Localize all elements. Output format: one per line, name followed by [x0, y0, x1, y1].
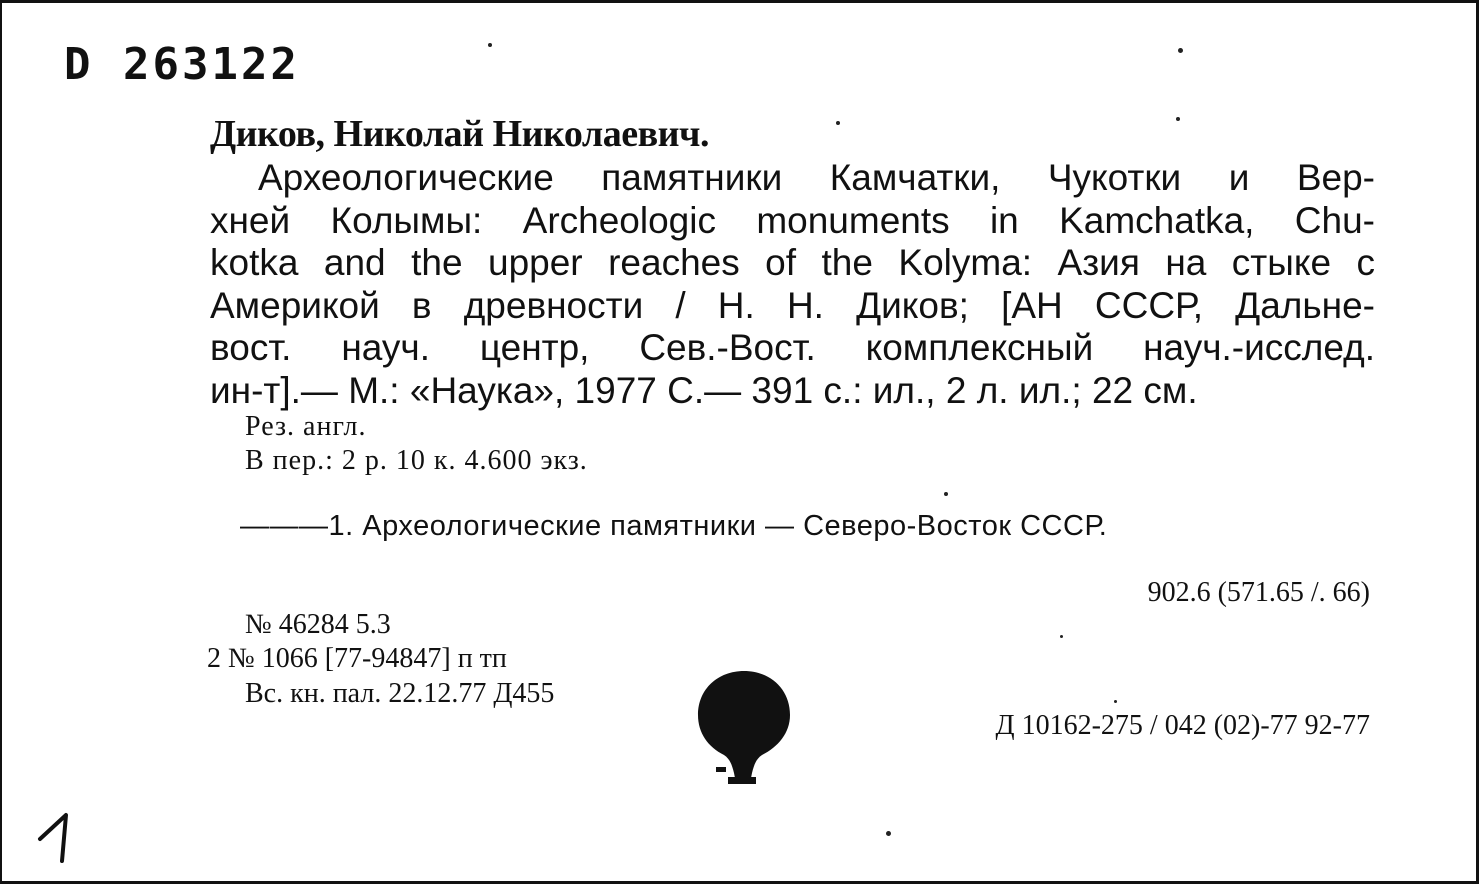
print-speck	[1178, 48, 1183, 53]
handwritten-mark	[36, 809, 88, 865]
bibliographic-description	[210, 157, 1375, 412]
description-line: Америкой в древности / Н. Н. Диков; [АН СССР, Дальне-	[210, 284, 1375, 326]
publisher-index: Д 10162-275 / 042 (02)-77 92-77	[995, 710, 1370, 741]
print-speck	[944, 492, 948, 496]
author-heading: Диков, Николай Николаевич.	[210, 113, 709, 155]
description-line: вост. науч. центр, Сев.-Вост. комплексный науч.-исслед.	[210, 327, 1375, 368]
print-speck	[1114, 700, 1117, 703]
classification-code: 902.6 (571.65 /. 66)	[1147, 577, 1370, 608]
description-line: Археологические памятники Камчатки, Чукотки и Вер-	[258, 157, 1375, 198]
print-speck	[1060, 635, 1063, 638]
subject-heading: ———1. Археологические памятники — Северо-Восток СССР.	[240, 510, 1108, 542]
print-speck	[1176, 117, 1180, 121]
punch-hole-icon	[696, 669, 792, 787]
description-line: kotka and the upper reaches of the Kolyma: Азия на стыке с	[210, 242, 1375, 283]
call-number: D 263122	[64, 39, 300, 90]
print-speck	[886, 831, 891, 836]
inventory-line: № 46284 5.3	[245, 609, 391, 640]
resume-note: Рез. англ.	[245, 411, 367, 442]
description-line: хней Колымы: Archeologic monuments in Kamchatka, Chu-	[210, 199, 1375, 241]
description-line: ин-т].— М.: «Наука», 1977 С.— 391 с.: ил., 2 л. ил.; 22 см.	[210, 369, 1198, 411]
inventory-line: Вс. кн. пал. 22.12.77 Д455	[245, 678, 555, 709]
price-note: В пер.: 2 р. 10 к. 4.600 экз.	[245, 445, 588, 476]
print-speck	[836, 121, 840, 125]
print-speck	[488, 43, 492, 47]
inventory-line: 2 № 1066 [77-94847] п тп	[207, 643, 507, 674]
